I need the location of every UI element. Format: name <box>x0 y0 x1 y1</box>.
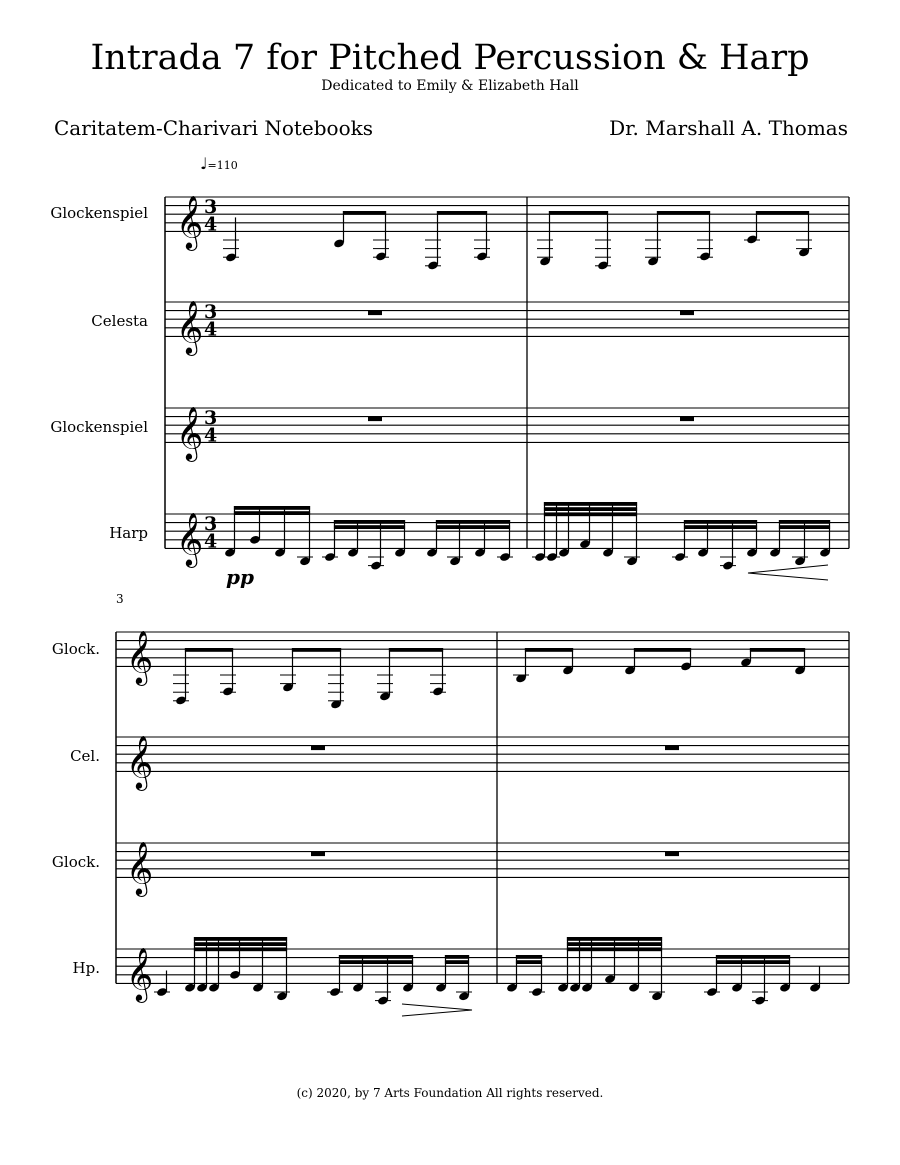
time-signature-bottom: 4 <box>204 530 218 553</box>
instrument-label-glockenspiel-2: Glockenspiel <box>50 418 148 436</box>
note-beam <box>567 942 662 946</box>
note-beam <box>657 211 710 215</box>
time-signature-top: 3 <box>204 407 218 430</box>
note-beam <box>756 211 809 215</box>
note-beam <box>716 960 790 964</box>
whole-rest <box>368 417 382 422</box>
treble-clef-icon: 𝄞 <box>126 629 154 684</box>
treble-clef-icon: 𝄞 <box>176 511 204 566</box>
time-signature-bottom: 4 <box>204 424 218 447</box>
note-beam <box>436 525 510 529</box>
dynamic-marking: pp <box>226 565 254 589</box>
instrument-label-harp-short: Hp. <box>72 959 100 977</box>
whole-rest <box>665 852 679 857</box>
note-beam <box>544 512 637 516</box>
note-beam <box>750 648 805 652</box>
treble-clef-icon: 𝄞 <box>176 194 204 249</box>
note-beam <box>445 955 469 959</box>
note-beam <box>437 211 487 215</box>
treble-clef-icon: 𝄞 <box>126 734 154 789</box>
instrument-label-glockenspiel-1: Glockenspiel <box>50 204 148 222</box>
time-signature-top: 3 <box>204 196 218 219</box>
collection-name: Caritatem-Charivari Notebooks <box>54 116 374 140</box>
note-beam <box>779 520 830 524</box>
note-beam <box>684 525 757 529</box>
note-beam <box>567 947 662 951</box>
treble-clef-icon: 𝄞 <box>126 946 154 1001</box>
instrument-label-harp: Harp <box>109 524 148 542</box>
treble-clef-icon: 𝄞 <box>126 840 154 895</box>
time-signature-top: 3 <box>204 513 218 536</box>
page-title: Intrada 7 for Pitched Percussion & Harp <box>90 38 810 78</box>
time-signature-top: 3 <box>204 301 218 324</box>
note-beam <box>716 955 790 959</box>
whole-rest <box>680 311 694 316</box>
time-signature-bottom: 4 <box>204 213 218 236</box>
whole-rest <box>680 417 694 422</box>
note-beam <box>436 520 510 524</box>
note-beam <box>334 525 405 529</box>
note-beam <box>343 211 386 215</box>
whole-rest <box>311 852 325 857</box>
note-beam <box>389 648 443 652</box>
instrument-label-glock-short-2: Glock. <box>51 853 100 871</box>
copyright-footer: (c) 2020, by 7 Arts Foundation All rights reserved. <box>296 1086 604 1100</box>
note-beam <box>516 955 542 959</box>
whole-rest <box>311 746 325 751</box>
whole-rest <box>368 311 382 316</box>
note-beam <box>779 525 830 529</box>
note-beam <box>185 648 233 652</box>
measure-number: 3 <box>116 592 124 606</box>
quarter-note-icon: ♩ <box>200 154 208 173</box>
whole-rest <box>665 746 679 751</box>
instrument-label-celesta: Celesta <box>91 312 148 330</box>
diminuendo-hairpin <box>402 1004 472 1016</box>
note-beam <box>339 960 413 964</box>
note-beam <box>234 511 310 515</box>
note-beam <box>544 507 637 511</box>
note-beam <box>234 506 310 510</box>
treble-clef-icon: 𝄞 <box>176 299 204 354</box>
note-beam <box>292 648 341 652</box>
note-beam <box>567 937 662 941</box>
note-beam <box>339 955 413 959</box>
time-signature-bottom: 4 <box>204 318 218 341</box>
note-beam <box>684 520 757 524</box>
note-beam <box>525 648 573 652</box>
note-beam <box>634 648 691 652</box>
note-beam <box>194 942 287 946</box>
note-beam <box>194 937 287 941</box>
tempo-marking: ♩=110 <box>200 154 238 173</box>
note-beam <box>549 211 608 215</box>
note-beam <box>544 502 637 506</box>
instrument-label-celesta-short: Cel. <box>70 747 100 765</box>
instrument-label-glock-short-1: Glock. <box>51 640 100 658</box>
composer-name: Dr. Marshall A. Thomas <box>609 116 848 140</box>
note-beam <box>194 947 287 951</box>
crescendo-hairpin <box>748 565 828 580</box>
treble-clef-icon: 𝄞 <box>176 405 204 460</box>
note-beam <box>334 520 405 524</box>
note-beam <box>516 960 542 964</box>
note-beam <box>445 960 469 964</box>
dedication: Dedicated to Emily & Elizabeth Hall <box>321 78 579 94</box>
